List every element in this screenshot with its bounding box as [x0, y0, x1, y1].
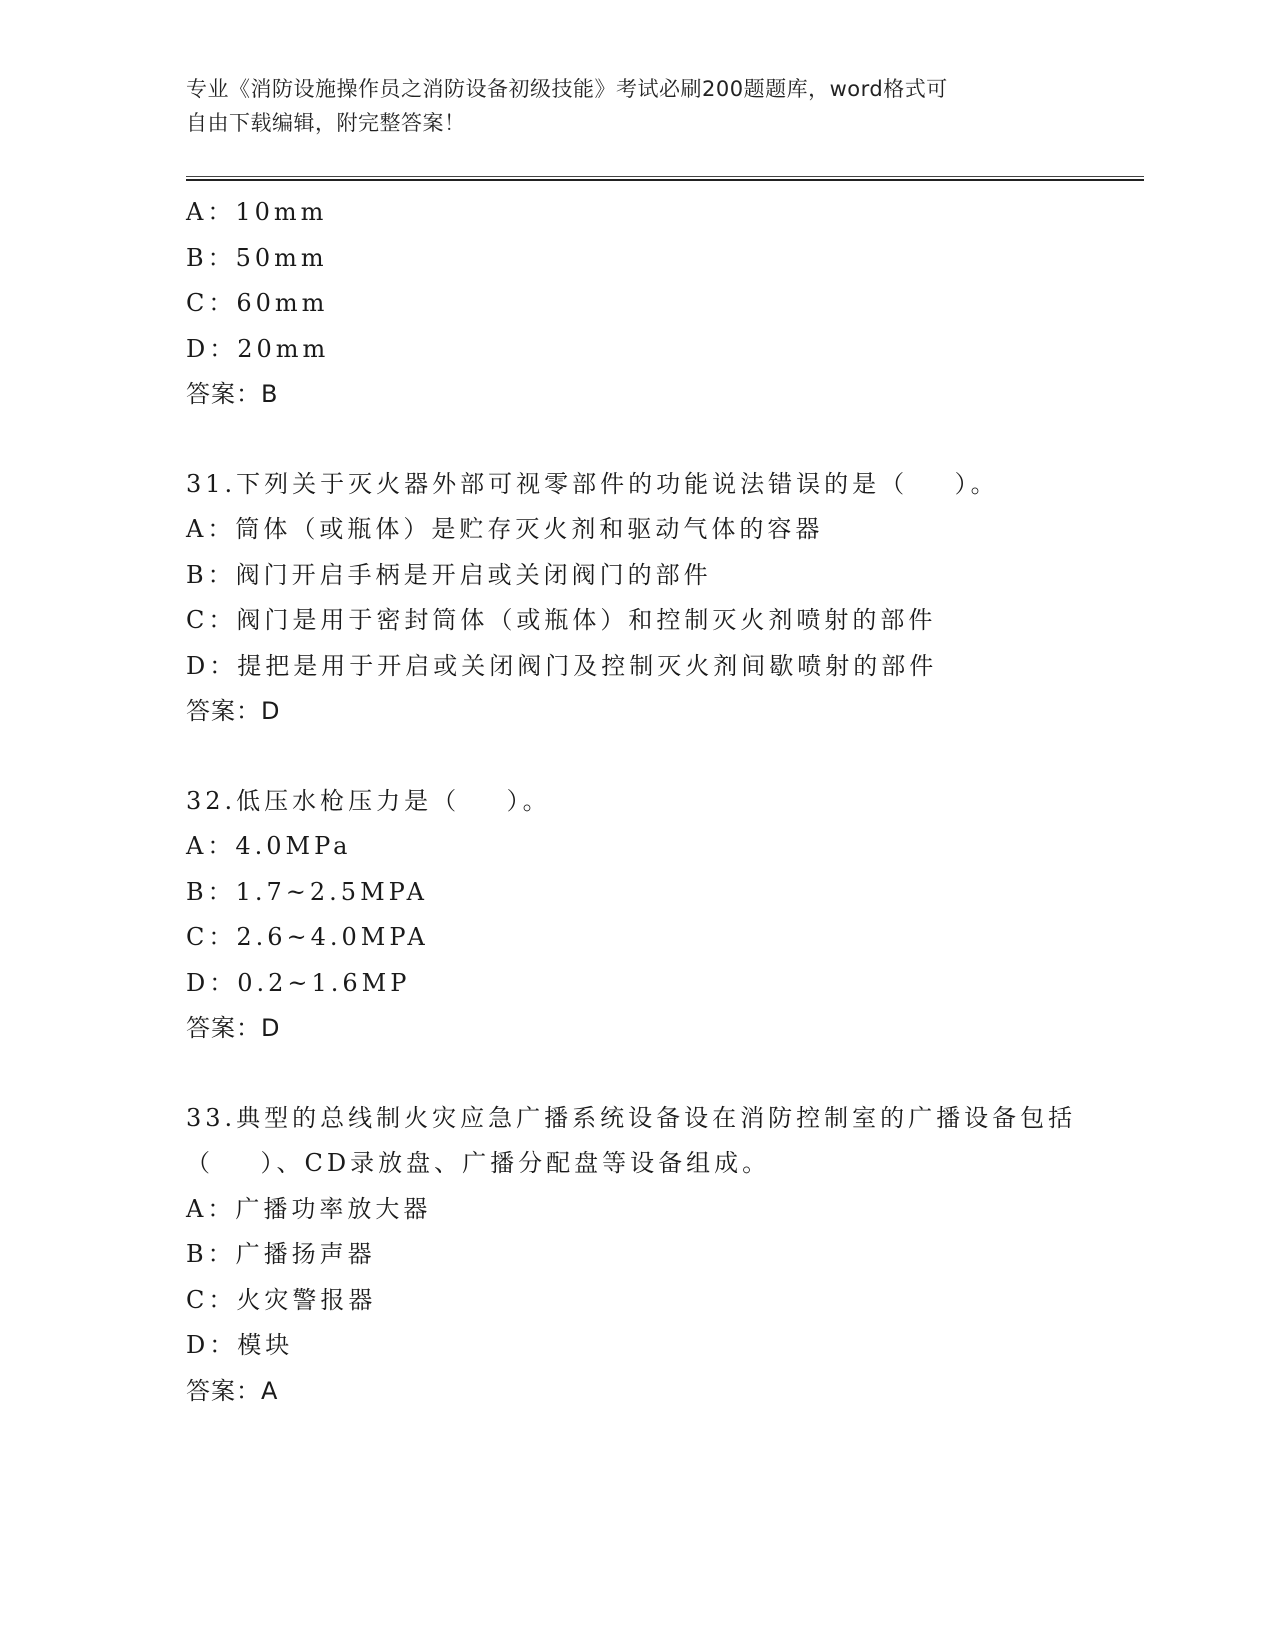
option-d: D：提把是用于开启或关闭阀门及控制灭火剂间歇喷射的部件 — [186, 651, 938, 680]
question-33 — [186, 1096, 1146, 1415]
question-list — [186, 190, 1146, 1458]
option-a: A：广播功率放大器 — [186, 1194, 432, 1223]
header-divider — [186, 176, 1144, 181]
option-c: C：火灾警报器 — [186, 1285, 377, 1314]
question-stem: 32.低压水枪压力是（ ）。 — [186, 786, 551, 815]
option-a: A：筒体（或瓶体）是贮存灭火剂和驱动气体的容器 — [186, 515, 824, 543]
option-d: D：0.2~1.6MP — [186, 968, 411, 997]
question-stem: 31.下列关于灭火器外部可视零部件的功能说法错误的是（ ）。 — [186, 469, 999, 498]
option-b: B：阀门开启手柄是开启或关闭阀门的部件 — [186, 560, 712, 589]
document-header — [186, 72, 1086, 140]
header-line-1: 专业《消防设施操作员之消防设备初级技能》考试必刷200题题库，word格式可 — [186, 77, 948, 101]
option-b: B：50mm — [186, 243, 328, 272]
header-line-2: 自由下载编辑，附完整答案！ — [186, 111, 466, 135]
option-a: A：4.0MPa — [186, 832, 352, 860]
option-c: C：阀门是用于密封筒体（或瓶体）和控制灭火剂喷射的部件 — [186, 606, 937, 634]
question-31 — [186, 462, 1146, 735]
option-d: D：20mm — [186, 334, 330, 363]
option-c: C：2.6~4.0MPA — [186, 923, 429, 951]
answer-label: 答案：D — [186, 1014, 281, 1042]
question-30-continued — [186, 190, 1146, 418]
answer-label: 答案：A — [186, 1376, 279, 1405]
answer-label: 答案：D — [186, 697, 281, 725]
option-b: B：广播扬声器 — [186, 1240, 376, 1268]
option-a: A：10mm — [186, 198, 328, 226]
question-32 — [186, 779, 1146, 1052]
answer-label: 答案：B — [186, 380, 279, 408]
question-stem: 33.典型的总线制火灾应急广播系统设备设在消防控制室的广播设备包括（ ）、CD录放盘、广播分配盘等设备组成。 — [186, 1103, 1077, 1177]
option-c: C：60mm — [186, 289, 329, 317]
option-d: D：模块 — [186, 1331, 294, 1359]
option-b: B：1.7~2.5MPA — [186, 877, 428, 906]
